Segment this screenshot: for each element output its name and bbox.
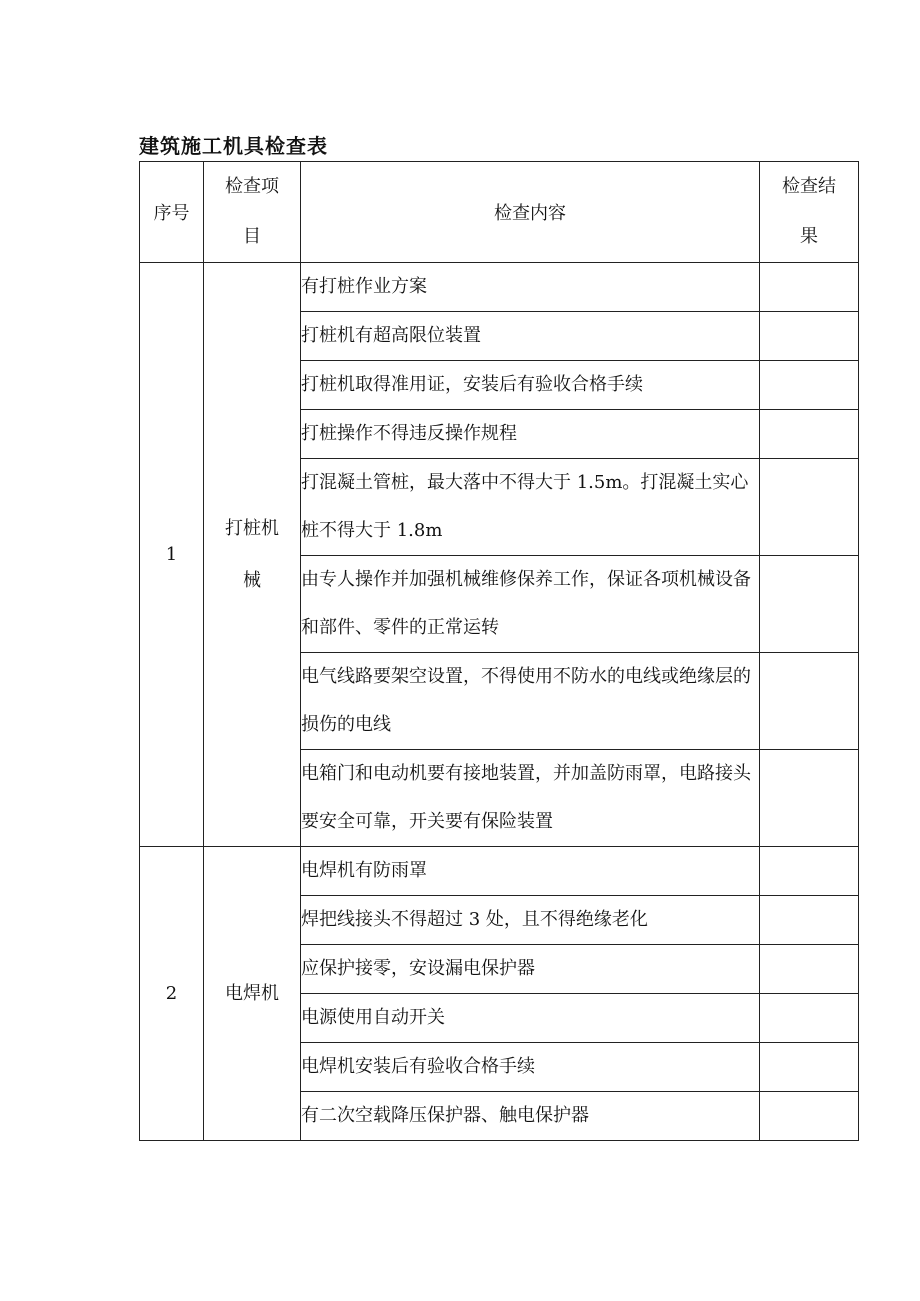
- check-result-cell[interactable]: [760, 459, 859, 556]
- header-no: 序号: [140, 162, 204, 263]
- table-row: [140, 263, 859, 312]
- check-content: 电焊机有防雨罩: [301, 847, 760, 896]
- check-result-cell[interactable]: [760, 750, 859, 847]
- group-2-item: 电焊机: [204, 847, 301, 1141]
- check-result-cell[interactable]: [760, 312, 859, 361]
- check-content: 电气线路要架空设置，不得使用不防水的电线或绝缘层的损伤的电线: [301, 653, 760, 750]
- check-content: 打桩操作不得违反操作规程: [301, 410, 760, 459]
- check-result-cell[interactable]: [760, 1092, 859, 1141]
- check-content: 电焊机安装后有验收合格手续: [301, 1043, 760, 1092]
- table-header-row: [140, 162, 859, 263]
- header-content: 检查内容: [301, 162, 760, 263]
- header-item: [204, 162, 301, 263]
- check-content: 打桩机有超高限位装置: [301, 312, 760, 361]
- document-title: 建筑施工机具检查表: [139, 134, 328, 158]
- check-content: 打桩机取得准用证，安装后有验收合格手续: [301, 361, 760, 410]
- check-content: 打混凝土管桩，最大落中不得大于 1.5m。打混凝土实心桩不得大于 1.8m: [301, 459, 760, 556]
- check-result-cell[interactable]: [760, 945, 859, 994]
- inspection-table: [139, 161, 859, 1141]
- header-result-label: 检查结果: [782, 176, 836, 247]
- table-row: [140, 847, 859, 896]
- check-content: 电箱门和电动机要有接地装置，并加盖防雨罩，电路接头要安全可靠，开关要有保险装置: [301, 750, 760, 847]
- check-result-cell[interactable]: [760, 653, 859, 750]
- header-result: [760, 162, 859, 263]
- header-item-label: 检查项目: [225, 176, 279, 247]
- check-result-cell[interactable]: [760, 361, 859, 410]
- check-content: 电源使用自动开关: [301, 994, 760, 1043]
- check-content: 焊把线接头不得超过 3 处，且不得绝缘老化: [301, 896, 760, 945]
- check-result-cell[interactable]: [760, 263, 859, 312]
- group-2-number: 2: [140, 847, 204, 1141]
- check-result-cell[interactable]: [760, 556, 859, 653]
- check-result-cell[interactable]: [760, 847, 859, 896]
- check-result-cell[interactable]: [760, 410, 859, 459]
- check-result-cell[interactable]: [760, 896, 859, 945]
- check-result-cell[interactable]: [760, 1043, 859, 1092]
- check-content: 由专人操作并加强机械维修保养工作，保证各项机械设备和部件、零件的正常运转: [301, 556, 760, 653]
- check-content: 应保护接零，安设漏电保护器: [301, 945, 760, 994]
- group-1-number: 1: [140, 263, 204, 847]
- group-1-item-label: 打桩机械: [225, 517, 279, 591]
- check-content: 有打桩作业方案: [301, 263, 760, 312]
- group-1-item: [204, 263, 301, 847]
- check-result-cell[interactable]: [760, 994, 859, 1043]
- check-content: 有二次空载降压保护器、触电保护器: [301, 1092, 760, 1141]
